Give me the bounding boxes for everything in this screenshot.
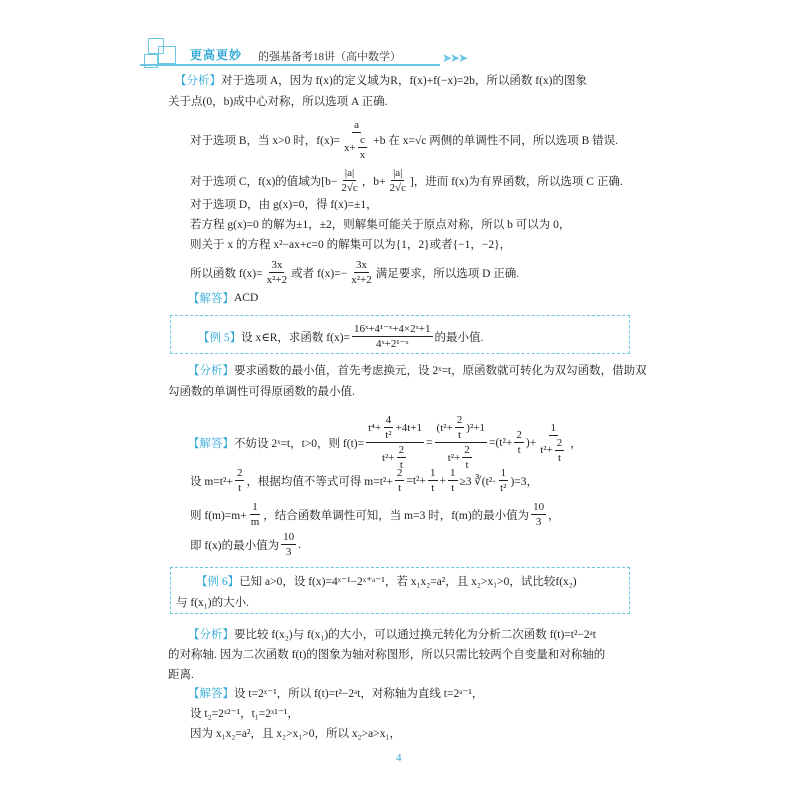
- text-line: [190, 500, 560, 529]
- text-run: 或者 f(x)=−: [291, 267, 348, 280]
- text-line: [190, 196, 378, 212]
- text-run: 4ˣ+2¹⁻ˣ: [375, 338, 409, 350]
- text-line: [176, 594, 249, 610]
- text-run: ，: [570, 437, 582, 450]
- numerator: [555, 436, 565, 451]
- denominator: [236, 481, 243, 495]
- text-run: t²+: [382, 451, 395, 464]
- text-run: ，结合函数单调性可知，当 m=3 时，f(m)的最小值为: [263, 509, 530, 522]
- text-run: 所以函数 f(x)=: [190, 267, 263, 280]
- text-run: t: [517, 444, 521, 456]
- fraction: [448, 466, 458, 495]
- text-run: 2: [516, 429, 522, 441]
- text-run: 勾函数的单调性可得原函数的最小值.: [168, 386, 355, 398]
- series-logo: 更高更妙: [190, 48, 243, 62]
- text-run: 即 f(x)的最小值为: [190, 539, 280, 552]
- section-label: 【解答】: [188, 293, 234, 305]
- numerator: [391, 166, 404, 181]
- text-run: 关于点(0，b)成中心对称，所以选项 A 正确.: [168, 96, 388, 108]
- denominator: [388, 181, 408, 195]
- text-run: ]，进而 f(x)为有界函数，所以选项 C 正确.: [409, 175, 623, 188]
- fraction: [352, 322, 432, 351]
- fraction: [435, 413, 487, 472]
- text-run: )+: [525, 436, 537, 449]
- numerator: [455, 413, 465, 428]
- text-run: t: [458, 429, 462, 441]
- fraction: [235, 466, 245, 495]
- text-run: 设 m=t²+: [190, 475, 233, 488]
- text-run: 1: [252, 501, 258, 513]
- text-run: 10: [533, 501, 545, 513]
- fraction: [358, 133, 368, 162]
- numerator: [514, 428, 524, 443]
- text-run: |a|: [344, 167, 355, 179]
- text-run: ，根据均值不等式可得 m=t²+: [246, 475, 393, 488]
- numerator: [397, 443, 407, 458]
- numerator: [358, 133, 367, 148]
- text-run: .: [298, 538, 301, 551]
- text-run: ≥3 ∛(t²·: [459, 475, 497, 488]
- text-run: 3: [535, 516, 542, 528]
- text-run: c: [360, 134, 365, 146]
- fraction: [281, 530, 296, 559]
- text-line: [168, 646, 605, 662]
- fraction: [265, 258, 290, 287]
- section-label: 【例 5】: [198, 331, 242, 344]
- fraction: [342, 118, 371, 162]
- denominator: [342, 133, 371, 162]
- numerator: [352, 322, 432, 337]
- text-run: ，b+: [361, 175, 386, 188]
- numerator: [549, 421, 559, 436]
- text-run: 对于选项 C，f(x)的值域为[b−: [190, 175, 338, 188]
- text-run: t: [558, 451, 562, 464]
- text-run: 与 f(x₁)的大小.: [176, 597, 249, 609]
- text-run: +b 在 x=√c 两侧的单调性不同，所以选项 B 错误.: [373, 135, 619, 147]
- text-run: 3x: [355, 259, 367, 271]
- numerator: [435, 413, 487, 443]
- denominator: [538, 436, 568, 465]
- text-line: [190, 166, 623, 195]
- fraction: [455, 413, 465, 442]
- denominator: [249, 515, 262, 529]
- text-run: =: [426, 436, 433, 449]
- text-line: [190, 258, 519, 287]
- numerator: [531, 500, 546, 515]
- text-run: (t²+: [436, 421, 453, 434]
- section-label: 【解答】: [188, 437, 234, 450]
- text-run: t: [431, 482, 435, 494]
- text-line: [190, 705, 299, 721]
- text-run: 因为 x₁x₂=a²，且 x₂>x₁>0，所以 x₂>a>x₁，: [190, 728, 402, 740]
- text-run: ACD: [234, 292, 259, 304]
- text-run: 对于选项 A，因为 f(x)的定义域为R，f(x)+f(−x)=2b，所以函数 f(x)的图象: [221, 75, 588, 87]
- text-line: [190, 236, 511, 252]
- text-run: t²+: [540, 444, 553, 456]
- text-run: 2: [236, 467, 243, 479]
- fraction: [349, 258, 374, 287]
- text-run: t: [465, 459, 469, 471]
- numerator: [352, 118, 361, 133]
- section-label: 【分析】: [188, 365, 234, 377]
- numerator: [281, 530, 296, 545]
- text-run: x+: [344, 141, 356, 154]
- text-line: [190, 118, 618, 162]
- text-line: [190, 725, 401, 741]
- text-line: [188, 362, 647, 378]
- text-run: 的最小值.: [434, 331, 484, 344]
- numerator: [395, 466, 405, 481]
- denominator: [349, 273, 374, 287]
- numerator: [366, 413, 424, 443]
- text-line: [168, 383, 355, 399]
- denominator: [498, 481, 508, 495]
- page-header: [140, 38, 560, 68]
- denominator: [396, 481, 403, 495]
- fraction: [538, 421, 568, 465]
- text-line: [175, 72, 587, 88]
- denominator: [429, 481, 436, 495]
- fraction: [383, 413, 393, 442]
- text-run: 若方程 g(x)=0 的解为±1，±2，则解集可能关于原点对称，所以 b 可以为 0，: [190, 219, 571, 231]
- denominator: [284, 545, 294, 559]
- text-run: t²: [385, 429, 392, 441]
- numerator: [384, 413, 394, 428]
- denominator: [339, 181, 359, 195]
- text-line: [196, 573, 577, 589]
- text-run: x²+2: [351, 274, 372, 286]
- text-line: [188, 626, 596, 642]
- numerator: [235, 466, 245, 481]
- text-run: t²: [500, 482, 507, 494]
- text-line: [188, 290, 258, 306]
- denominator: [383, 428, 393, 442]
- denominator: [358, 148, 368, 162]
- text-run: =(t²+: [488, 436, 513, 449]
- text-run: =t²+: [406, 474, 426, 487]
- numerator: [343, 166, 356, 181]
- fraction: [555, 436, 565, 465]
- denominator: [456, 428, 463, 442]
- text-line: [188, 685, 483, 701]
- text-run: 对于选项 B，当 x>0 时，f(x)=: [190, 135, 341, 147]
- text-run: m: [250, 516, 260, 528]
- numerator: [462, 443, 472, 458]
- text-line: [198, 322, 483, 351]
- text-line: [168, 666, 194, 682]
- text-run: 2√c: [341, 182, 358, 194]
- arrows-icon: ➤➤➤: [442, 51, 467, 65]
- text-run: t: [238, 482, 242, 494]
- numerator: [499, 466, 509, 481]
- text-run: t: [399, 459, 403, 471]
- fraction: [339, 166, 359, 195]
- fraction: [249, 500, 262, 529]
- denominator: [516, 443, 523, 457]
- text-line: [190, 466, 538, 495]
- text-run: t: [398, 482, 402, 494]
- fraction: [388, 166, 408, 195]
- text-run: 则关于 x 的方程 x²−ax+c=0 的解集可以为{1，2}或者{−1，−2}，: [190, 239, 512, 251]
- section-label: 【分析】: [188, 629, 234, 641]
- logo-square-icon: [158, 46, 176, 64]
- text-run: 满足要求，所以选项 D 正确.: [375, 267, 520, 280]
- text-line: [190, 216, 570, 232]
- text-run: 距离.: [168, 669, 194, 681]
- header-rule: [140, 64, 440, 66]
- text-run: 设 t₂=2ˣ²⁻¹，t₁=2ˣ¹⁻¹，: [190, 708, 299, 720]
- text-run: +: [439, 474, 446, 487]
- text-run: 则 f(m)=m+: [190, 509, 247, 522]
- fraction: [531, 500, 546, 529]
- text-run: 4: [385, 414, 392, 426]
- fraction: [395, 466, 405, 495]
- text-line: [168, 93, 387, 109]
- text-run: 3x: [271, 259, 283, 271]
- text-run: 2: [464, 444, 470, 456]
- text-run: 10: [283, 531, 295, 543]
- text-run: 1: [450, 467, 456, 479]
- text-run: 1: [430, 467, 436, 479]
- numerator: [269, 258, 284, 273]
- denominator: [265, 273, 290, 287]
- text-run: x²+2: [266, 274, 288, 286]
- text-run: 2: [556, 436, 563, 449]
- text-run: ，: [548, 509, 560, 522]
- text-run: +4t+1: [395, 421, 423, 434]
- text-run: 对于选项 D，由 g(x)=0，得 f(x)=±1，: [190, 199, 378, 211]
- text-run: t: [451, 482, 455, 494]
- text-run: 设 t=2ˣ⁻¹，所以 f(t)=t²−2ᵃt，对称轴为直线 t=2ᵃ⁻¹，: [234, 688, 484, 700]
- text-run: |a|: [393, 167, 403, 179]
- text-run: )²+1: [466, 421, 485, 434]
- denominator: [556, 451, 563, 465]
- text-run: 不妨设 2ˣ=t，t>0，则 f(t)=: [234, 437, 365, 450]
- section-label: 【解答】: [188, 688, 234, 700]
- section-label: 【例 6】: [196, 576, 240, 588]
- denominator: [449, 481, 456, 495]
- text-run: 2: [396, 467, 403, 479]
- text-run: t⁴+: [368, 421, 382, 434]
- numerator: [354, 258, 369, 273]
- text-run: 1: [550, 421, 557, 434]
- fraction: [428, 466, 438, 495]
- text-run: 16ˣ+4¹⁻ˣ+4×2ˣ+1: [354, 323, 431, 335]
- numerator: [448, 466, 458, 481]
- page-number: 4: [396, 752, 402, 764]
- section-label: 【分析】: [175, 75, 221, 87]
- numerator: [250, 500, 260, 515]
- text-run: 2: [456, 414, 463, 426]
- denominator: [374, 337, 411, 351]
- text-run: x: [359, 149, 366, 161]
- text-line: [188, 413, 582, 472]
- text-run: 2√c: [389, 182, 406, 194]
- text-run: 1: [500, 467, 506, 479]
- text-run: 3: [285, 546, 292, 558]
- text-run: a: [354, 119, 360, 131]
- fraction: [498, 466, 508, 495]
- fraction: [514, 428, 524, 457]
- fraction: [366, 413, 424, 472]
- text-run: )=3，: [510, 475, 539, 488]
- text-run: 已知 a>0，设 f(x)=4ˣ⁻¹−2ˣ⁺ᵃ⁻¹，若 x₁x₂=a²，且 x₂>x₁>0，试比较f(x₂): [239, 576, 577, 588]
- text-run: 要比较 f(x₂)与 f(x₁)的大小，可以通过换元转化为分析二次函数 f(t)=t²−2ᵃt: [234, 629, 597, 641]
- denominator: [534, 515, 544, 529]
- text-run: 2: [398, 444, 405, 456]
- text-run: t²+: [447, 451, 461, 464]
- text-run: 的对称轴. 因为二次函数 f(t)的图象为轴对称图形，所以只需比较两个自变量和对称轴的: [168, 649, 606, 661]
- book-title: 的强基备考18讲（高中数学）: [258, 51, 401, 63]
- text-run: 设 x∈R，求函数 f(x)=: [241, 331, 351, 344]
- text-run: 要求函数的最小值，首先考虑换元，设 2ˣ=t，原函数就可转化为双勾函数，借助双: [234, 365, 647, 377]
- numerator: [428, 466, 438, 481]
- text-line: [190, 530, 301, 559]
